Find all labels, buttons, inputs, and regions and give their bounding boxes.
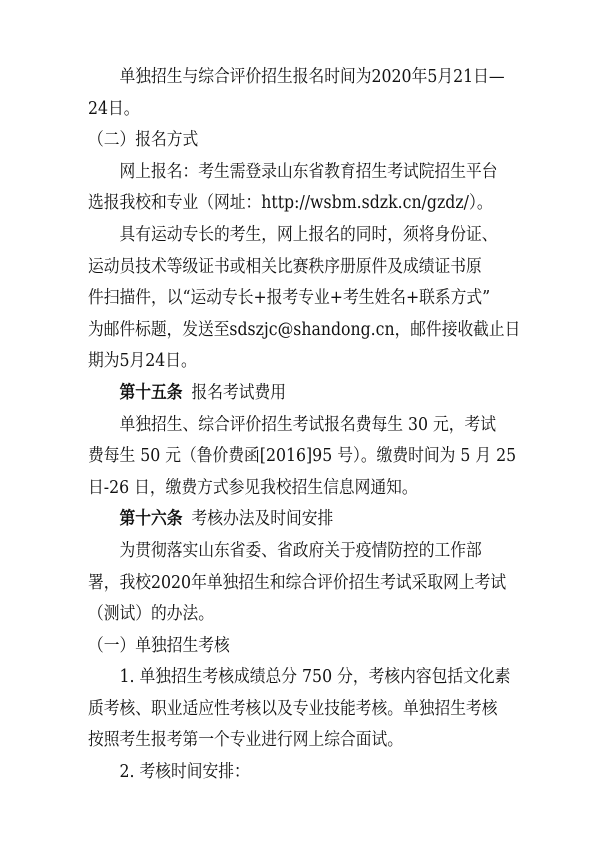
article-16-line-3: （测试）的办法。 xyxy=(88,604,214,625)
article-15-line-2: 费每生 50 元（鲁价费函[2016]95 号）。缴费时间为 5 月 25 xyxy=(88,446,517,467)
online-registration-line-1: 网上报名：考生需登录山东省教育招生考试院招生平台 xyxy=(119,161,498,182)
article-15-line-1: 单独招生、综合评价招生考试报名费每生 30 元，考试 xyxy=(119,414,497,435)
section-heading-single-admission-assessment: （一）单独招生考核 xyxy=(88,635,230,656)
sports-specialty-line-5: 期为5月24日。 xyxy=(88,351,197,372)
sports-specialty-line-4: 为邮件标题，发送至sdszjc@shandong.cn，邮件接收截止日 xyxy=(88,319,521,340)
article-16-heading xyxy=(88,504,520,536)
sports-specialty-line-3: 件扫描件，以“运动专长+报考专业+考生姓名+联系方式” xyxy=(88,288,491,309)
sports-specialty-line-2: 运动员技术等级证书或相关比赛秩序册原件及成绩证书原 xyxy=(88,256,482,277)
article-15-number: 第十五条 xyxy=(119,382,183,403)
online-registration-line-2: 选报我校和专业（网址：http://wsbm.sdzk.cn/gzdz/）。 xyxy=(88,193,493,214)
section-heading-registration-method: （二）报名方式 xyxy=(88,130,199,151)
item-1-line-1: 1. 单独招生考核成绩总分 750 分，考核内容包括文化素 xyxy=(119,667,511,688)
article-15-line-3: 日-26 日，缴费方式参见我校招生信息网通知。 xyxy=(88,477,418,498)
article-16-line-2: 署，我校2020年单独招生和综合评价招生考试采取网上考试 xyxy=(88,572,507,593)
article-16-number: 第十六条 xyxy=(119,509,183,530)
article-16-title: 考核办法及时间安排 xyxy=(191,509,334,530)
item-1-line-2: 质考核、职业适应性考核以及专业技能考核。单独招生考核 xyxy=(88,698,498,719)
article-16-line-1: 为贯彻落实山东省委、省政府关于疫情防控的工作部 xyxy=(119,540,482,561)
registration-time-line-2: 24日。 xyxy=(88,98,140,119)
sports-specialty-line-1: 具有运动专长的考生，网上报名的同时，须将身份证、 xyxy=(119,224,498,245)
item-1-line-3: 按照考生报考第一个专业进行网上综合面试。 xyxy=(88,730,403,751)
article-15-title: 报名考试费用 xyxy=(191,382,286,403)
item-2-line-1: 2. 考核时间安排： xyxy=(119,762,250,783)
registration-time-line-1: 单独招生与综合评价招生报名时间为2020年5月21日— xyxy=(119,67,505,87)
article-15-heading xyxy=(88,378,520,410)
document-body xyxy=(88,62,568,789)
